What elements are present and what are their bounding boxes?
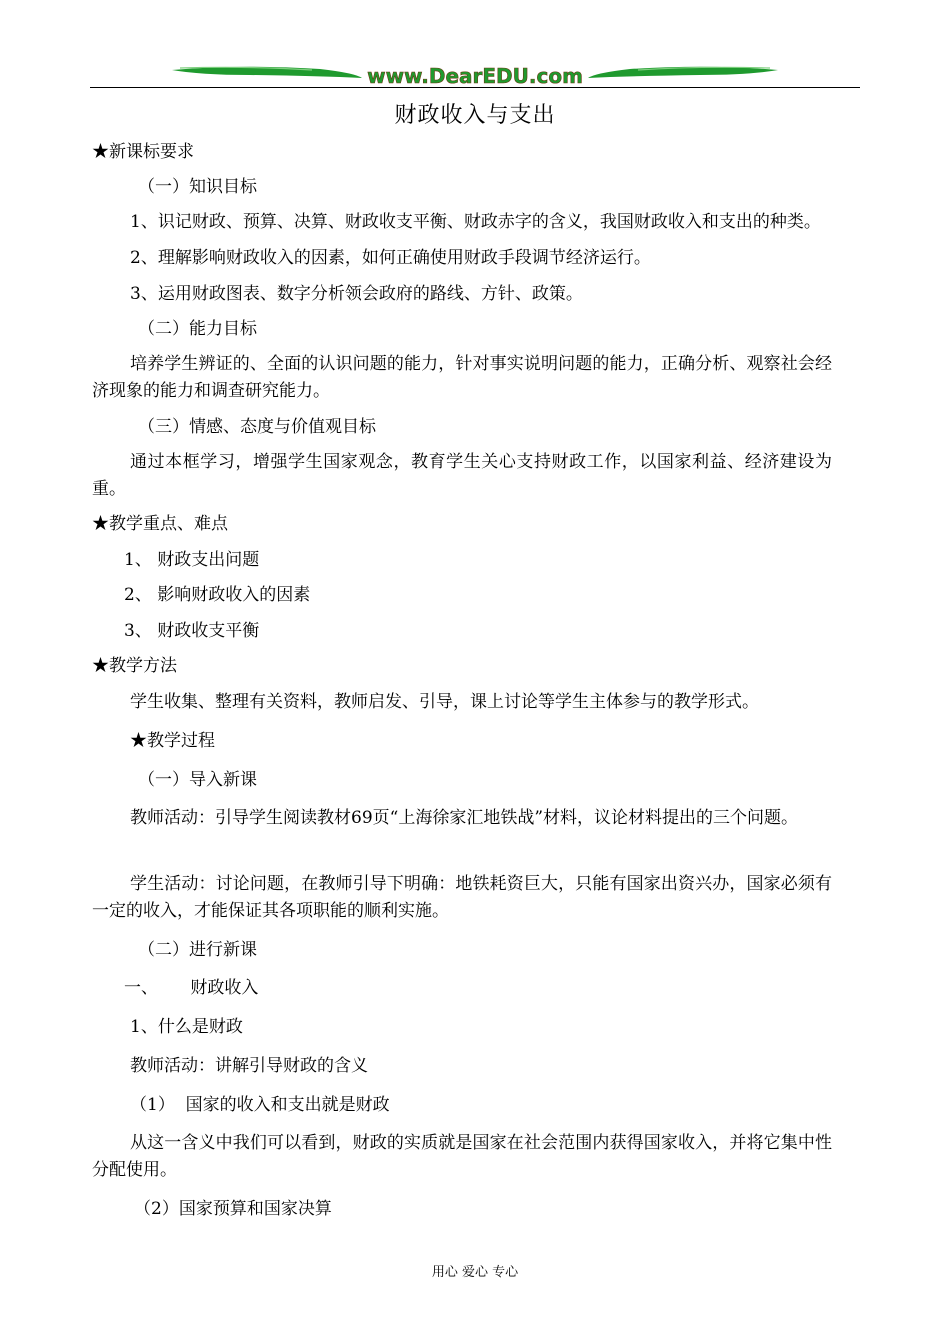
paragraph: 教师活动：讲解引导财政的含义 (130, 1056, 368, 1076)
dearedu-logo (90, 56, 860, 90)
section-heading: ★教学重点、难点 (92, 514, 228, 534)
logo-text: www.DearEDU.com (367, 64, 583, 88)
section-heading: ★教学方法 (92, 656, 177, 676)
paragraph: 学生收集、整理有关资料，教师启发、引导，课上讨论等学生主体参与的教学形式。 (130, 692, 759, 712)
list-item: 3、 财政收支平衡 (124, 621, 260, 641)
document-title: 财政收入与支出 (394, 103, 556, 128)
paragraph: 教师活动：引导学生阅读教材69页“上海徐家汇地铁战”材料，议论材料提出的三个问题。 (130, 808, 799, 828)
paragraph: 从这一含义中我们可以看到，财政的实质就是国家在社会范围内获得国家收入，并将它集中性分配使用。 (92, 1133, 832, 1180)
sub-heading: （二）进行新课 (138, 940, 257, 960)
sub-heading: 1、什么是财政 (130, 1017, 243, 1037)
paragraph: 学生活动：讨论问题，在教师引导下明确：地铁耗资巨大，只能有国家出资兴办，国家必须有一定的收入，才能保证其各项职能的顺利实施。 (92, 874, 832, 921)
list-item: （1） 国家的收入和支出就是财政 (130, 1095, 390, 1115)
paragraph: 培养学生辨证的、全面的认识问题的能力，针对事实说明问题的能力，正确分析、观察社会经济现象的能力和调查研究能力。 (92, 354, 832, 401)
sub-heading: （三）情感、态度与价值观目标 (138, 417, 376, 437)
paragraph: 通过本框学习，增强学生国家观念，教育学生关心支持财政工作，以国家利益、经济建设为重。 (92, 452, 832, 499)
list-item: 2、理解影响财政收入的因素，如何正确使用财政手段调节经济运行。 (130, 248, 651, 268)
list-item: 1、 财政支出问题 (124, 550, 260, 570)
sub-heading: （一）导入新课 (138, 770, 257, 790)
list-item: 3、运用财政图表、数字分析领会政府的路线、方针、政策。 (130, 284, 583, 304)
section-heading: ★新课标要求 (92, 142, 194, 162)
sub-heading: （一）知识目标 (138, 177, 257, 197)
list-item: 2、 影响财政收入的因素 (124, 585, 311, 605)
list-item: （2）国家预算和国家决算 (134, 1199, 332, 1219)
header-divider (90, 87, 860, 88)
sub-heading: （二）能力目标 (138, 319, 257, 339)
page-header (90, 56, 860, 90)
chapter-heading: 一、 财政收入 (124, 978, 259, 998)
page-footer: 用心 爱心 专心 (431, 1265, 519, 1280)
section-heading: ★教学过程 (130, 731, 215, 751)
list-item: 1、识记财政、预算、决算、财政收支平衡、财政赤字的含义，我国财政收入和支出的种类。 (130, 212, 821, 232)
